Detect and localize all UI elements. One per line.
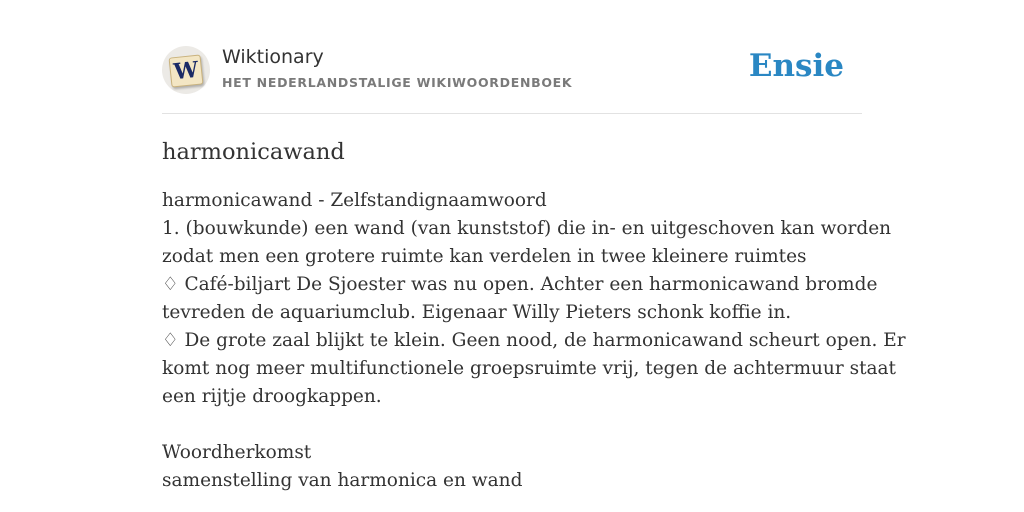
example-line: komt nog meer multifunctionele groepsruimte vrij, tegen de achtermuur staat	[162, 358, 896, 379]
logo-letter: W	[172, 56, 200, 86]
definition-line: zodat men een grotere ruimte kan verdelen in twee kleinere ruimtes	[162, 246, 807, 267]
wiktionary-tile-icon	[169, 54, 204, 87]
example-line: ♢ Café-biljart De Sjoester was nu open. Achter een harmonicawand bromde	[162, 274, 878, 295]
ensie-logo-link[interactable]: Ensie	[748, 48, 844, 84]
definition-line: harmonicawand - Zelfstandignaamwoord	[162, 190, 547, 211]
brand-tagline: HET NEDERLANDSTALIGE WIKIWOORDENBOEK	[222, 75, 573, 90]
header	[162, 44, 862, 100]
wiktionary-logo[interactable]	[162, 46, 210, 94]
definition-line: 1. (bouwkunde) een wand (van kunststof) die in- en uitgeschoven kan worden	[162, 218, 892, 239]
spacer	[162, 411, 862, 439]
example-line: ♢ De grote zaal blijkt te klein. Geen nood, de harmonicawand scheurt open. Er	[162, 330, 906, 351]
brand-name[interactable]: Wiktionary	[222, 46, 324, 68]
example-line: tevreden de aquariumclub. Eigenaar Willy Pieters schonk koffie in.	[162, 302, 792, 323]
etymology-heading: Woordherkomst	[162, 442, 312, 463]
page-title: harmonicawand	[162, 139, 345, 165]
header-divider	[162, 113, 862, 114]
entry-content	[162, 136, 906, 495]
etymology-text: samenstelling van harmonica en wand	[162, 470, 523, 491]
example-line: een rijtje droogkappen.	[162, 386, 382, 407]
